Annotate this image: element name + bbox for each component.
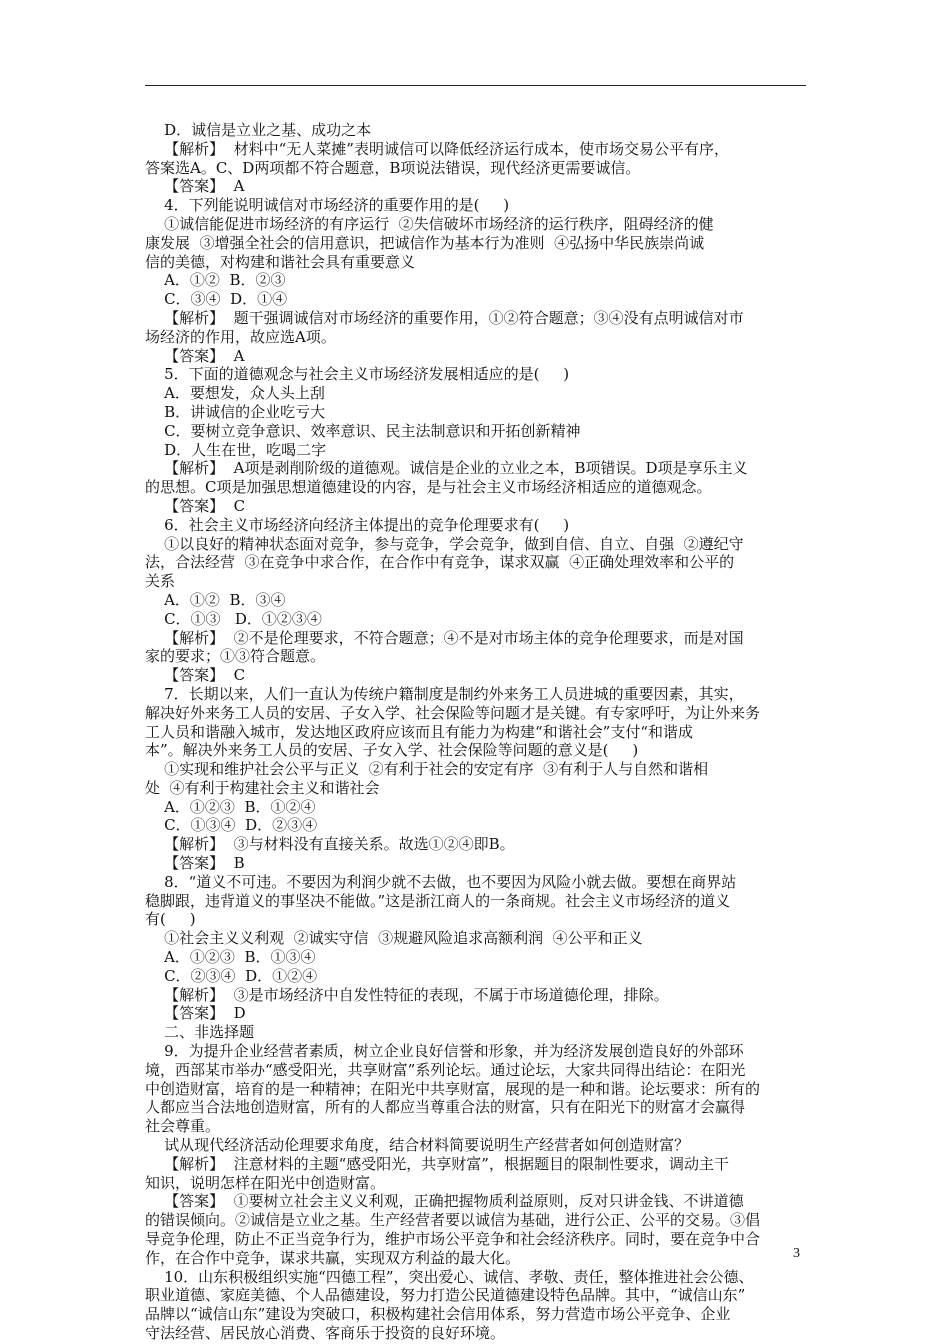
text-line: A．要想发，众人头上刮 [145, 384, 325, 403]
text-line: 境，西部某市举办“感受阳光，共享财富”系列论坛。通过论坛，大家共同得出结论：在阳光 [145, 1060, 746, 1079]
text-line: 试从现代经济活动伦理要求角度，结合材料简要说明生产经营者如何创造财富？ [145, 1136, 690, 1155]
text-line: C．要树立竞争意识、效率意识、民主法制意识和开拓创新精神 [145, 421, 581, 440]
text-line: 【答案】 D [145, 1004, 246, 1023]
text-line: D．人生在世，吃喝二字 [145, 440, 327, 459]
text-line: 的错误倾向。②诚信是立业之基。生产经营者要以诚信为基础，进行公正、公平的交易。③倡 [145, 1211, 761, 1230]
text-line: 【解析】 注意材料的主题“感受阳光，共享财富”，根据题目的限制性要求，调动主干 [145, 1154, 729, 1173]
text-line: 守法经营、居民放心消费、客商乐于投资的良好环境。 [145, 1324, 506, 1342]
header-rule [145, 85, 806, 86]
text-line: A．①② B．②③ [145, 271, 286, 290]
text-line: 【解析】 题干强调诚信对市场经济的重要作用，①②符合题意；③④没有点明诚信对市 [145, 308, 744, 327]
text-line: ①诚信能促进市场经济的有序运行 ②失信破坏市场经济的运行秩序，阻碍经济的健 [145, 214, 714, 233]
text-line: 【答案】 A [145, 346, 245, 365]
text-line: 【答案】 A [145, 177, 245, 196]
text-line: 家的要求；①③符合题意。 [145, 647, 326, 666]
text-line: 【答案】 ①要树立社会主义义利观，正确把握物质利益原则，反对只讲金钱、不讲道德 [145, 1192, 744, 1211]
text-line: 有( ) [145, 910, 196, 929]
text-line: ①社会主义义利观 ②诚实守信 ③规避风险追求高额利润 ④公平和正义 [145, 929, 643, 948]
text-line: 【解析】 ③与材料没有直接关系。故选①②④即B。 [145, 835, 515, 854]
text-line: 信的美德，对构建和谐社会具有重要意义 [145, 252, 416, 271]
text-line: 社会尊重。 [145, 1117, 221, 1136]
text-line: C．①③④ D．②③④ [145, 816, 318, 835]
text-line: 法，合法经营 ③在竞争中求合作，在合作中有竞争，谋求双赢 ④正确处理效率和公平的 [145, 553, 735, 572]
text-line: 9．为提升企业经营者素质，树立企业良好信誉和形象，并为经济发展创造良好的外部环 [145, 1042, 744, 1061]
text-line: 人都应当合法地创造财富，所有的人都应当尊重合法的财富，只有在阳光下的财富才会赢得 [145, 1098, 746, 1117]
text-line: 【解析】 ②不是伦理要求，不符合题意；④不是对市场主体的竞争伦理要求，而是对国 [145, 628, 744, 647]
text-line: 10．山东积极组织实施“四德工程”，突出爱心、诚信、孝敬、责任，整体推进社会公德、 [145, 1267, 754, 1286]
text-line: 6．社会主义市场经济向经济主体提出的竞争伦理要求有( ) [145, 515, 570, 534]
text-line: 稳脚跟，违背道义的事坚决不能做。”这是浙江商人的一条商规。社会主义市场经济的道义 [145, 891, 731, 910]
text-line: 4．下列能说明诚信对市场经济的重要作用的是( ) [145, 196, 510, 215]
text-line: C．③④ D．①④ [145, 290, 288, 309]
text-line: 8．“道义不可违。不要因为利润少就不去做，也不要因为风险小就去做。要想在商界站 [145, 872, 737, 891]
text-line: 的思想。C项是加强思想道德建设的内容，是与社会主义市场经济相适应的道德观念。 [145, 478, 712, 497]
text-line: 【解析】 材料中“无人菜摊”表明诚信可以降低经济运行成本，使市场交易公平有序， [145, 139, 729, 158]
text-line: 答案选A。C、D两项都不符合题意，B项说法错误，现代经济更需要诚信。 [145, 158, 641, 177]
text-line: D．诚信是立业之基、成功之本 [145, 121, 372, 139]
text-line: 处 ④有利于构建社会主义和谐社会 [145, 778, 380, 797]
text-line: 中创造财富，培育的是一种精神；在阳光中共享财富，展现的是一种和谐。论坛要求：所有的 [145, 1079, 761, 1098]
text-line: A．①②③ B．①③④ [145, 948, 316, 967]
text-line: 【解析】 ③是市场经济中自发性特征的表现，不属于市场道德伦理，排除。 [145, 985, 669, 1004]
text-line: 康发展 ③增强全社会的信用意识，把诚信作为基本行为准则 ④弘扬中华民族崇尚诚 [145, 233, 705, 252]
document-body [145, 121, 809, 1343]
text-line: 【答案】 C [145, 666, 246, 685]
text-line: 7．长期以来，人们一直认为传统户籍制度是制约外来务工人员进城的重要因素，其实， [145, 684, 744, 703]
text-line: C．②③④ D．①②④ [145, 966, 318, 985]
text-line: 解决好外来务工人员的安居、子女入学、社会保险等问题才是关键。有专家呼吁，为让外来务 [145, 703, 761, 722]
text-line: 工人员和谐融入城市，发达地区政府应该而且有能力为构建“和谐社会”支付“和谐成 [145, 722, 694, 741]
text-line: 职业道德、家庭美德、个人品德建设，努力打造公民道德建设特色品牌。其中，“诚信山东” [145, 1286, 746, 1305]
text-line: 【解析】 A项是剥削阶级的道德观。诚信是企业的立业之本，B项错误。D项是享乐主义 [145, 459, 748, 478]
text-line: 品牌以“诚信山东”建设为突破口，积极构建社会信用体系，努力营造市场公平竞争、企业 [145, 1305, 731, 1324]
text-line: 导竞争伦理，防止不正当竞争行为，维护市场公平竞争和社会经济秩序。同时，要在竞争中合 [145, 1230, 761, 1249]
text-line: ①以良好的精神状态面对竞争，参与竞争，学会竞争，做到自信、自立、自强 ②遵纪守 [145, 534, 744, 553]
text-line: 本”。解决外来务工人员的安居、子女入学、社会保险等问题的意义是( ) [145, 741, 639, 760]
text-line: 作，在合作中竞争，谋求共赢，实现双方利益的最大化。 [145, 1248, 521, 1267]
text-line: 【答案】 C [145, 496, 246, 515]
text-line: 知识，说明怎样在阳光中创造财富。 [145, 1173, 386, 1192]
text-line: B．讲诚信的企业吃亏大 [145, 402, 326, 421]
text-line: 二、非选择题 [145, 1023, 255, 1042]
text-line: A．①②③ B．①②④ [145, 797, 316, 816]
text-line: C．①③ D．①②③④ [145, 609, 322, 628]
text-line: 关系 [145, 572, 176, 591]
text-line: 场经济的作用，故应选A项。 [145, 327, 336, 346]
page-number: 3 [793, 1246, 800, 1261]
text-line: 【答案】 B [145, 854, 245, 873]
text-line: ①实现和维护社会公平与正义 ②有利于社会的安定有序 ③有利于人与自然和谐相 [145, 760, 709, 779]
text-line: A．①② B．③④ [145, 590, 286, 609]
text-line: 5．下面的道德观念与社会主义市场经济发展相适应的是( ) [145, 365, 570, 384]
